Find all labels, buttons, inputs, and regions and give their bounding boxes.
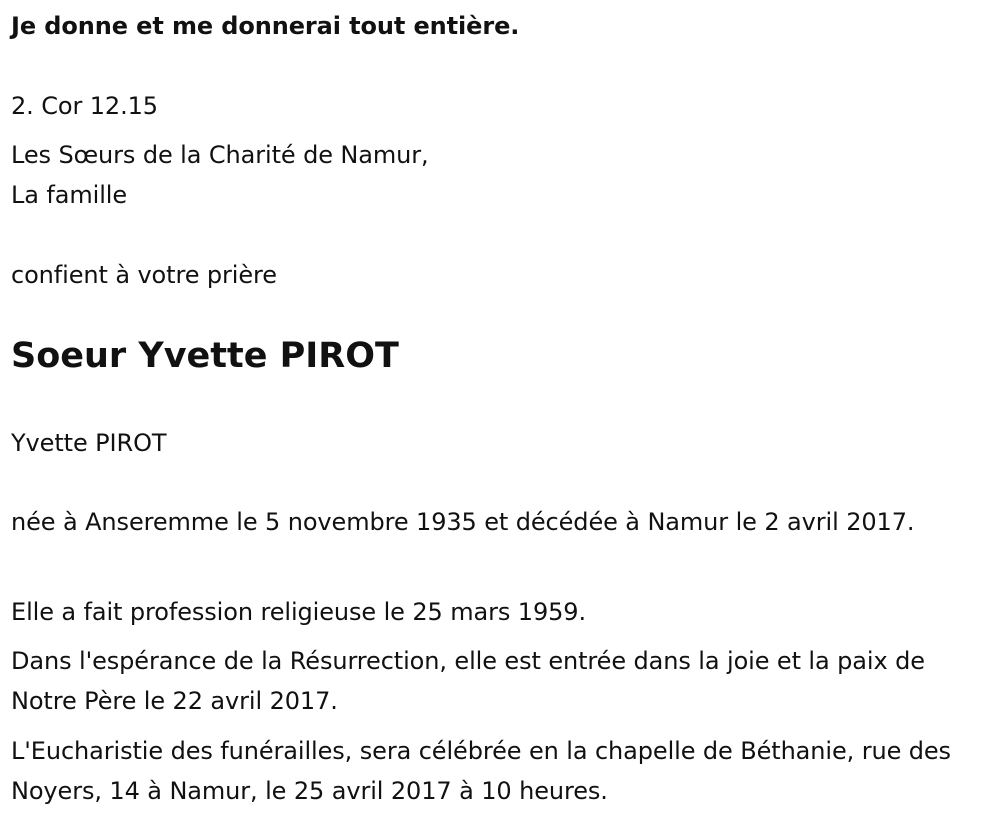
funeral-paragraph: L'Eucharistie des funérailles, sera célébrée en la chapelle de Béthanie, rue des Noyers, 14 à Namur, le 25 avril 2017 à 10 heures.	[11, 737, 951, 805]
birth-death-paragraph: née à Anseremme le 5 novembre 1935 et décédée à Namur le 2 avril 2017.	[11, 508, 915, 536]
deceased-name: Yvette PIROT	[11, 429, 167, 457]
sender-line: Les Sœurs de la Charité de Namur,	[11, 141, 429, 169]
intro-text: confient à votre prière	[11, 261, 277, 289]
deceased-title: Soeur Yvette PIROT	[11, 336, 399, 376]
bible-reference: 2. Cor 12.15	[11, 92, 158, 120]
heading-quote: Je donne et me donnerai tout entière.	[11, 12, 520, 40]
resurrection-paragraph: Dans l'espérance de la Résurrection, elle est entrée dans la joie et la paix de Notre Père le 22 avril 2017.	[11, 647, 925, 715]
profession-paragraph: Elle a fait profession religieuse le 25 mars 1959.	[11, 598, 587, 626]
sender-line: La famille	[11, 181, 128, 209]
